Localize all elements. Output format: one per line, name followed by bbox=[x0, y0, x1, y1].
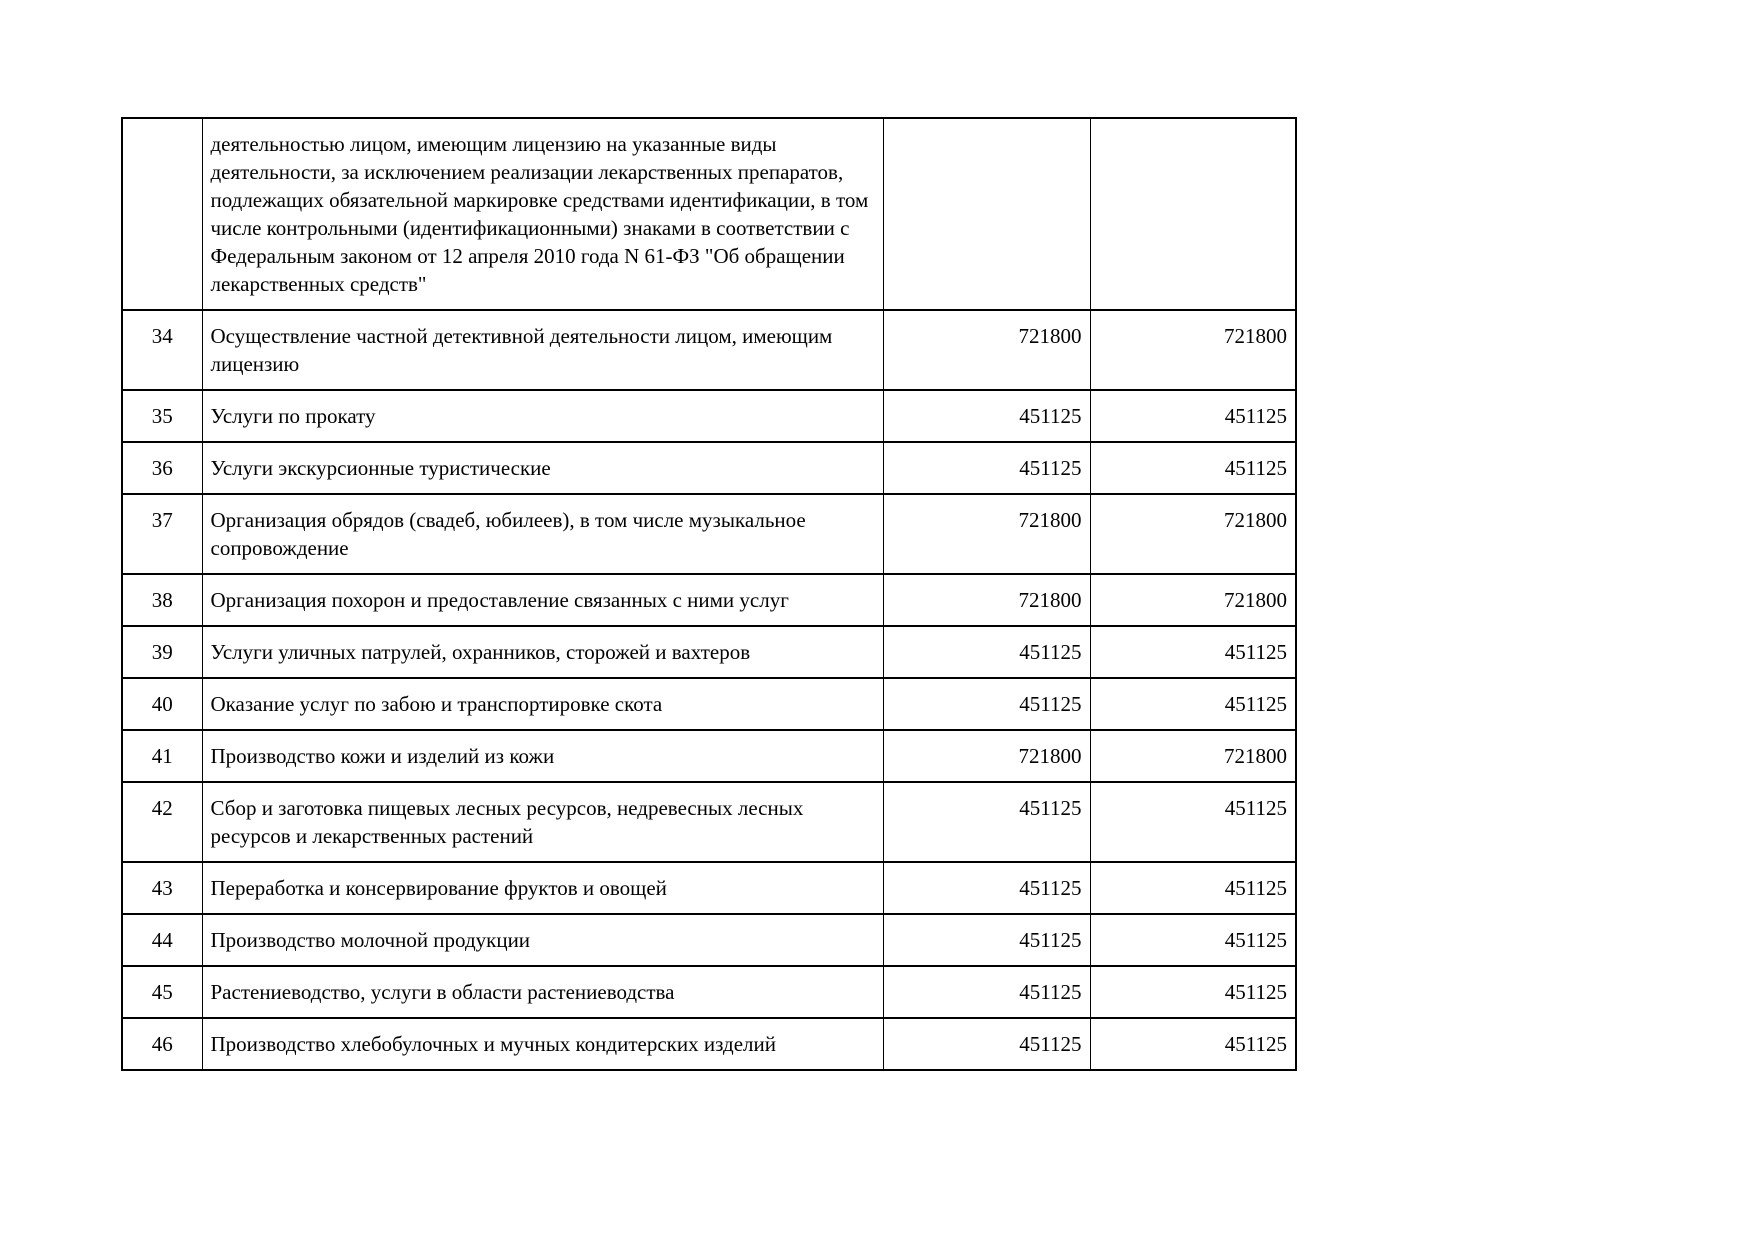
row-number-cell bbox=[122, 118, 202, 310]
activity-description-cell: Сбор и заготовка пищевых лесных ресурсов, недревесных лесных ресурсов и лекарственных растений bbox=[202, 782, 883, 862]
activity-description-cell: Производство молочной продукции bbox=[202, 914, 883, 966]
row-number-cell: 34 bbox=[122, 310, 202, 390]
table-row bbox=[122, 966, 1296, 1018]
table-row bbox=[122, 442, 1296, 494]
activity-description-cell: Производство хлебобулочных и мучных кондитерских изделий bbox=[202, 1018, 883, 1070]
activity-description-cell: Услуги по прокату bbox=[202, 390, 883, 442]
activity-description-cell: Услуги уличных патрулей, охранников, сторожей и вахтеров bbox=[202, 626, 883, 678]
table-row bbox=[122, 678, 1296, 730]
potential-income-cell-2: 721800 bbox=[1090, 494, 1296, 574]
potential-income-cell-2: 451125 bbox=[1090, 914, 1296, 966]
potential-income-cell: 451125 bbox=[883, 390, 1090, 442]
row-number-cell: 40 bbox=[122, 678, 202, 730]
potential-income-cell-2: 451125 bbox=[1090, 1018, 1296, 1070]
activity-description-cell: деятельностью лицом, имеющим лицензию на указанные виды деятельности, за исключением реализации лекарственных препаратов, подлежащих обязательной маркировке средствами идентификации, в том числе контрольными (идентификационными) знаками в соответствии с Федеральным законом от 12 апреля 2010 года N 61-ФЗ "Об обращении лекарственных средств" bbox=[202, 118, 883, 310]
row-number-cell: 45 bbox=[122, 966, 202, 1018]
activity-description-cell: Услуги экскурсионные туристические bbox=[202, 442, 883, 494]
potential-income-cell-2: 721800 bbox=[1090, 310, 1296, 390]
potential-income-cell bbox=[883, 118, 1090, 310]
table-row bbox=[122, 494, 1296, 574]
potential-income-cell: 451125 bbox=[883, 626, 1090, 678]
table-row bbox=[122, 862, 1296, 914]
row-number-cell: 44 bbox=[122, 914, 202, 966]
potential-income-cell-2: 451125 bbox=[1090, 678, 1296, 730]
activity-description-cell: Производство кожи и изделий из кожи bbox=[202, 730, 883, 782]
row-number-cell: 37 bbox=[122, 494, 202, 574]
table-row bbox=[122, 1018, 1296, 1070]
table-row bbox=[122, 310, 1296, 390]
activity-description-cell: Оказание услуг по забою и транспортировке скота bbox=[202, 678, 883, 730]
potential-income-cell-2: 451125 bbox=[1090, 390, 1296, 442]
row-number-cell: 39 bbox=[122, 626, 202, 678]
table-row bbox=[122, 390, 1296, 442]
row-number-cell: 41 bbox=[122, 730, 202, 782]
potential-income-cell-2: 451125 bbox=[1090, 442, 1296, 494]
potential-income-cell-2: 451125 bbox=[1090, 862, 1296, 914]
row-number-cell: 36 bbox=[122, 442, 202, 494]
potential-income-cell: 451125 bbox=[883, 1018, 1090, 1070]
table-row bbox=[122, 914, 1296, 966]
potential-income-cell: 721800 bbox=[883, 730, 1090, 782]
potential-income-cell: 721800 bbox=[883, 310, 1090, 390]
potential-income-cell: 451125 bbox=[883, 442, 1090, 494]
table-row bbox=[122, 730, 1296, 782]
potential-income-cell-2: 451125 bbox=[1090, 626, 1296, 678]
table-row bbox=[122, 574, 1296, 626]
potential-income-cell-2: 451125 bbox=[1090, 966, 1296, 1018]
table-body bbox=[122, 118, 1296, 1070]
potential-income-cell: 451125 bbox=[883, 862, 1090, 914]
activity-income-table bbox=[121, 117, 1297, 1071]
potential-income-cell: 721800 bbox=[883, 574, 1090, 626]
table-row bbox=[122, 782, 1296, 862]
potential-income-cell: 451125 bbox=[883, 678, 1090, 730]
potential-income-cell-2 bbox=[1090, 118, 1296, 310]
potential-income-cell-2: 721800 bbox=[1090, 730, 1296, 782]
table-row bbox=[122, 118, 1296, 310]
activity-description-cell: Осуществление частной детективной деятельности лицом, имеющим лицензию bbox=[202, 310, 883, 390]
potential-income-cell-2: 721800 bbox=[1090, 574, 1296, 626]
row-number-cell: 46 bbox=[122, 1018, 202, 1070]
potential-income-cell: 451125 bbox=[883, 966, 1090, 1018]
table-row bbox=[122, 626, 1296, 678]
row-number-cell: 42 bbox=[122, 782, 202, 862]
potential-income-cell: 451125 bbox=[883, 914, 1090, 966]
row-number-cell: 38 bbox=[122, 574, 202, 626]
activity-description-cell: Организация похорон и предоставление связанных с ними услуг bbox=[202, 574, 883, 626]
potential-income-cell: 451125 bbox=[883, 782, 1090, 862]
row-number-cell: 35 bbox=[122, 390, 202, 442]
potential-income-cell: 721800 bbox=[883, 494, 1090, 574]
activity-description-cell: Растениеводство, услуги в области растениеводства bbox=[202, 966, 883, 1018]
activity-description-cell: Организация обрядов (свадеб, юбилеев), в том числе музыкальное сопровождение bbox=[202, 494, 883, 574]
activity-description-cell: Переработка и консервирование фруктов и овощей bbox=[202, 862, 883, 914]
potential-income-cell-2: 451125 bbox=[1090, 782, 1296, 862]
row-number-cell: 43 bbox=[122, 862, 202, 914]
